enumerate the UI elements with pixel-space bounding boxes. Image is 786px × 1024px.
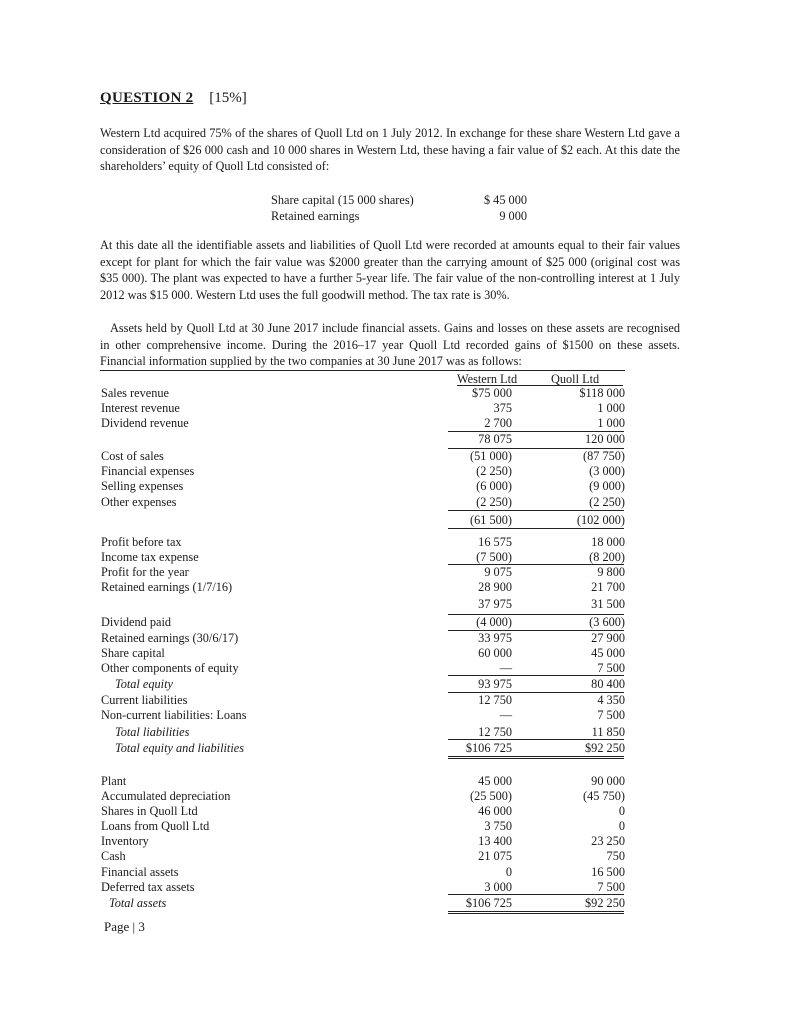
row-label: Other expenses xyxy=(101,495,177,509)
quoll-value: 7 500 xyxy=(597,661,625,675)
western-value: (2 250) xyxy=(476,495,512,509)
row-label: Other components of equity xyxy=(101,661,239,675)
quoll-value: 18 000 xyxy=(591,535,625,549)
table-rule xyxy=(448,564,624,565)
quoll-value: 7 500 xyxy=(597,880,625,894)
table-row xyxy=(100,432,625,447)
equity-label: Retained earnings xyxy=(271,209,360,223)
table-rule xyxy=(448,431,624,432)
row-label: Current liabilities xyxy=(101,693,188,707)
row-label: Plant xyxy=(101,774,127,788)
quoll-value: 120 000 xyxy=(585,432,625,446)
row-label: Deferred tax assets xyxy=(101,880,195,894)
quoll-value: 9 800 xyxy=(597,565,625,579)
western-value: (6 000) xyxy=(476,479,512,493)
row-label: Profit for the year xyxy=(101,565,189,579)
western-value: $106 725 xyxy=(465,741,512,755)
western-value: 37 975 xyxy=(478,597,512,611)
row-label: Total equity and liabilities xyxy=(115,741,245,755)
table-row xyxy=(100,615,625,630)
table-row xyxy=(100,597,625,612)
table-row xyxy=(100,849,625,864)
row-label: Dividend paid xyxy=(101,615,172,629)
western-value: 375 xyxy=(493,401,512,415)
table-top-rule xyxy=(100,370,625,371)
table-rule xyxy=(457,385,623,386)
quoll-value: 1 000 xyxy=(597,401,625,415)
table-row xyxy=(100,449,625,464)
western-value: — xyxy=(499,708,512,722)
western-value: (2 250) xyxy=(476,464,512,478)
western-value: $75 000 xyxy=(472,386,512,400)
western-value: 46 000 xyxy=(478,804,512,818)
quoll-value: (3 600) xyxy=(589,615,625,629)
table-row xyxy=(100,741,625,756)
quoll-value: (45 750) xyxy=(582,789,625,803)
table-row xyxy=(100,646,625,661)
row-label: Profit before tax xyxy=(101,535,182,549)
western-value: 0 xyxy=(505,865,512,879)
western-value: 60 000 xyxy=(478,646,512,660)
table-rule xyxy=(448,692,624,693)
quoll-value: $92 250 xyxy=(585,741,625,755)
row-label: Retained earnings (1/7/16) xyxy=(101,580,233,594)
row-label: Income tax expense xyxy=(101,550,199,564)
western-value: 2 700 xyxy=(484,416,512,430)
western-value: (25 500) xyxy=(469,789,512,803)
quoll-value: 27 900 xyxy=(591,631,625,645)
row-label: Dividend revenue xyxy=(101,416,189,430)
page-number: Page | 3 xyxy=(104,919,145,934)
row-label: Financial assets xyxy=(101,865,179,879)
row-label: Accumulated depreciation xyxy=(101,789,231,803)
table-row xyxy=(100,789,625,804)
table-row xyxy=(100,580,625,595)
western-value: $106 725 xyxy=(465,896,512,910)
table-rule xyxy=(448,448,624,449)
equity-row xyxy=(271,208,527,224)
row-label: Cash xyxy=(101,849,126,863)
quoll-value: 4 350 xyxy=(597,693,625,707)
table-row xyxy=(100,708,625,723)
equity-row xyxy=(271,192,527,208)
western-value: (51 000) xyxy=(469,449,512,463)
quoll-value: (87 750) xyxy=(582,449,625,463)
table-row xyxy=(100,834,625,849)
table-row xyxy=(100,896,625,911)
western-value: (4 000) xyxy=(476,615,512,629)
table-row xyxy=(100,535,625,550)
row-label: Loans from Quoll Ltd xyxy=(101,819,210,833)
western-value: 9 075 xyxy=(484,565,512,579)
row-label: Non-current liabilities: Loans xyxy=(101,708,247,722)
quoll-value: 7 500 xyxy=(597,708,625,722)
row-label: Total liabilities xyxy=(115,725,190,739)
fair-value-paragraph: At this date all the identifiable assets and liabilities of Quoll Ltd were recorded at amounts equal to their fair values except for plant for which the fair value was $2000 greater than the carrying amount of $25 000 (original cost was $35 000). The plant was expected to have a further 5-year life. The fair value of the non-controlling interest at 1 July 2012 was $15 000. Western Ltd uses the full goodwill method. The tax rate is 30%. xyxy=(100,238,680,303)
western-value: 12 750 xyxy=(478,725,512,739)
quoll-value: 21 700 xyxy=(591,580,625,594)
table-row xyxy=(100,401,625,416)
row-label: Inventory xyxy=(101,834,149,848)
quoll-value: (8 200) xyxy=(589,550,625,564)
quoll-value: (3 000) xyxy=(589,464,625,478)
quoll-value: 750 xyxy=(606,849,625,863)
table-row xyxy=(100,880,625,895)
row-label: Sales revenue xyxy=(101,386,169,400)
row-label: Share capital xyxy=(101,646,165,660)
western-value: 28 900 xyxy=(478,580,512,594)
table-row xyxy=(100,416,625,431)
quoll-value: 31 500 xyxy=(591,597,625,611)
row-label: Total assets xyxy=(109,896,167,910)
table-row xyxy=(100,550,625,565)
western-value: 78 075 xyxy=(478,432,512,446)
quoll-value: 45 000 xyxy=(591,646,625,660)
western-value: 93 975 xyxy=(478,677,512,691)
table-row xyxy=(100,513,625,528)
equity-value: $ 45 000 xyxy=(483,193,527,207)
table-row xyxy=(100,661,625,676)
table-row xyxy=(100,693,625,708)
table-row xyxy=(100,804,625,819)
table-rule xyxy=(448,894,624,895)
equity-value: 9 000 xyxy=(499,209,527,223)
quoll-value: 0 xyxy=(618,819,625,833)
western-value: — xyxy=(499,661,512,675)
table-rule xyxy=(448,528,624,529)
table-row xyxy=(100,865,625,880)
question-title: QUESTION 2 xyxy=(100,90,194,106)
row-label: Interest revenue xyxy=(101,401,180,415)
table-row xyxy=(100,631,625,646)
quoll-value: (9 000) xyxy=(589,479,625,493)
western-value: 45 000 xyxy=(478,774,512,788)
table-rule xyxy=(448,630,624,631)
western-value: 13 400 xyxy=(478,834,512,848)
quoll-value: 16 500 xyxy=(591,865,625,879)
table-rule xyxy=(448,510,624,511)
quoll-value: 11 850 xyxy=(591,725,625,739)
western-value: 3 000 xyxy=(484,880,512,894)
table-rule xyxy=(448,756,624,757)
row-label: Shares in Quoll Ltd xyxy=(101,804,198,818)
table-row xyxy=(100,565,625,580)
western-value: 12 750 xyxy=(478,693,512,707)
western-value: 16 575 xyxy=(478,535,512,549)
table-rule xyxy=(448,739,624,740)
row-label: Financial expenses xyxy=(101,464,195,478)
quoll-value: 23 250 xyxy=(591,834,625,848)
equity-at-acquisition xyxy=(271,192,527,224)
row-label: Selling expenses xyxy=(101,479,184,493)
quoll-value: 0 xyxy=(618,804,625,818)
western-value: (61 500) xyxy=(469,513,512,527)
question-heading xyxy=(100,90,247,107)
row-label: Total equity xyxy=(115,677,173,691)
table-rule xyxy=(448,913,624,914)
table-row xyxy=(100,774,625,789)
quoll-value: 80 400 xyxy=(591,677,625,691)
quoll-value: $92 250 xyxy=(585,896,625,910)
table-rule xyxy=(448,614,624,615)
table-row xyxy=(100,464,625,479)
quoll-value: $118 000 xyxy=(579,386,625,400)
row-label: Cost of sales xyxy=(101,449,164,463)
equity-label: Share capital (15 000 shares) xyxy=(271,193,414,207)
table-rule xyxy=(448,911,624,912)
table-rule xyxy=(448,758,624,759)
table-row xyxy=(100,495,625,510)
quoll-value: (2 250) xyxy=(589,495,625,509)
intro-paragraph: Western Ltd acquired 75% of the shares of Quoll Ltd on 1 July 2012. In exchange for these share Western Ltd gave a consideration of $26 000 cash and 10 000 shares in Western Ltd, these having a fair value of $2 each. At this date the shareholders’ equity of Quoll Ltd consisted of: xyxy=(100,126,680,174)
western-value: (7 500) xyxy=(476,550,512,564)
table-rule xyxy=(448,675,624,676)
header-quoll: Quoll Ltd xyxy=(551,372,600,386)
financial-assets-paragraph: Assets held by Quoll Ltd at 30 June 2017 include financial assets. Gains and losses on these assets are recognised in other comprehensive income. During the 2016–17 year Quoll Ltd recorded gains of $1500 on these assets. Financial information supplied by the two companies at 30 June 2017 was as follows: xyxy=(100,321,680,369)
western-value: 33 975 xyxy=(478,631,512,645)
question-marks: [15%] xyxy=(209,90,247,106)
row-label: Retained earnings (30/6/17) xyxy=(101,631,239,645)
header-western: Western Ltd xyxy=(457,372,518,386)
western-value: 3 750 xyxy=(484,819,512,833)
quoll-value: (102 000) xyxy=(576,513,625,527)
table-row xyxy=(100,725,625,740)
table-row xyxy=(100,819,625,834)
quoll-value: 90 000 xyxy=(591,774,625,788)
quoll-value: 1 000 xyxy=(597,416,625,430)
table-row xyxy=(100,386,625,401)
western-value: 21 075 xyxy=(478,849,512,863)
table-row xyxy=(100,677,625,692)
table-row xyxy=(100,479,625,494)
